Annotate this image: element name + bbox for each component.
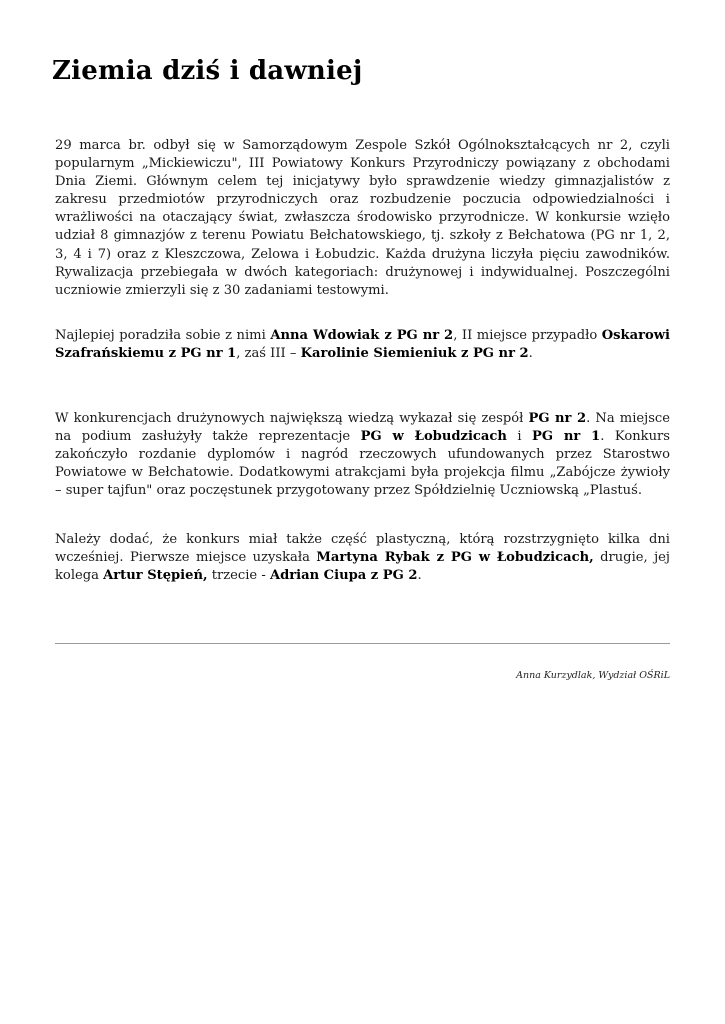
art-winner-first: Martyna Rybak z PG w Łobudzicach,	[316, 550, 594, 566]
text-run: .	[417, 568, 422, 584]
winner-second: Oskarowi Szafrańskiemu z PG nr 1	[55, 328, 670, 362]
winner-third: Karolinie Siemieniuk z PG nr 2	[300, 346, 529, 362]
text-run: Należy dodać, że konkurs miał także część plastyczną, którą rozstrzygnięto kilka dni wcześniej. Pierwsze miejsce uzyskała	[55, 532, 670, 566]
author-credit: Anna Kurzydlak, Wydział OŚRiL	[516, 670, 670, 681]
paragraph-art-results	[55, 531, 670, 585]
text-run: , II miejsce przypadło	[453, 328, 602, 343]
winner-first: Anna Wdowiak z PG nr 2	[270, 328, 454, 343]
text-run: trzecie -	[207, 568, 270, 584]
paragraph-individual-results	[55, 327, 670, 363]
page-title: Ziemia dziś i dawniej	[52, 56, 363, 86]
text-run: . Konkurs zakończyło rozdanie dyplomów i nagród rzeczowych ufundowanych przez Starostwo Powiatowe w Bełchatowie. Dodatkowymi atrakcjami była projekcja filmu „Zabójcze żywioły – super tajfun" oraz poczęstunek przygotowany przez Spółdzielnię Uczniowską „Plastuś.	[55, 429, 670, 499]
paragraph-team-results	[55, 410, 670, 500]
text-run: i	[506, 429, 532, 445]
divider	[55, 643, 670, 644]
text-run: drugie, jej kolega	[55, 550, 670, 584]
team-third: PG nr 1	[532, 429, 601, 445]
art-winner-third: Adrian Ciupa z PG 2	[269, 568, 418, 584]
text-run: Najlepiej poradziła sobie z nimi	[55, 328, 271, 343]
text-run: , zaś III –	[236, 346, 301, 362]
team-second: PG w Łobudzicach	[360, 429, 507, 445]
text-run: . Na miejsce na podium zasłużyły także reprezentacje	[55, 411, 670, 445]
team-first: PG nr 2	[528, 411, 587, 426]
art-winner-second: Artur Stępień,	[103, 568, 208, 584]
text-run: W konkurencjach drużynowych największą wiedzą wykazał się zespół	[55, 411, 529, 426]
paragraph-intro: 29 marca br. odbył się w Samorządowym Zespole Szkół Ogólnokształcących nr 2, czyli popularnym „Mickiewiczu", III Powiatowy Konkurs Przyrodniczy powiązany z obchodami Dnia Ziemi. Głównym celem tej inicjatywy było sprawdzenie wiedzy gimnazjalistów z zakresu przedmiotów przyrodniczych oraz rozbudzenie poczucia odpowiedzialności i wrażliwości na otaczający świat, zwłaszcza środowisko przyrodnicze. W konkursie wzięło udział 8 gimnazjów z terenu Powiatu Bełchatowskiego, tj. szkoły z Bełchatowa (PG nr 1, 2, 3, 4 i 7) oraz z Kleszczowa, Zelowa i Łobudzic. Każda drużyna liczyła pięciu zawodników. Rywalizacja przebiegała w dwóch kategoriach: drużynowej i indywidualnej. Poszczególni uczniowie zmierzyli się z 30 zadaniami testowymi.	[55, 138, 670, 298]
text-run: .	[528, 346, 533, 362]
